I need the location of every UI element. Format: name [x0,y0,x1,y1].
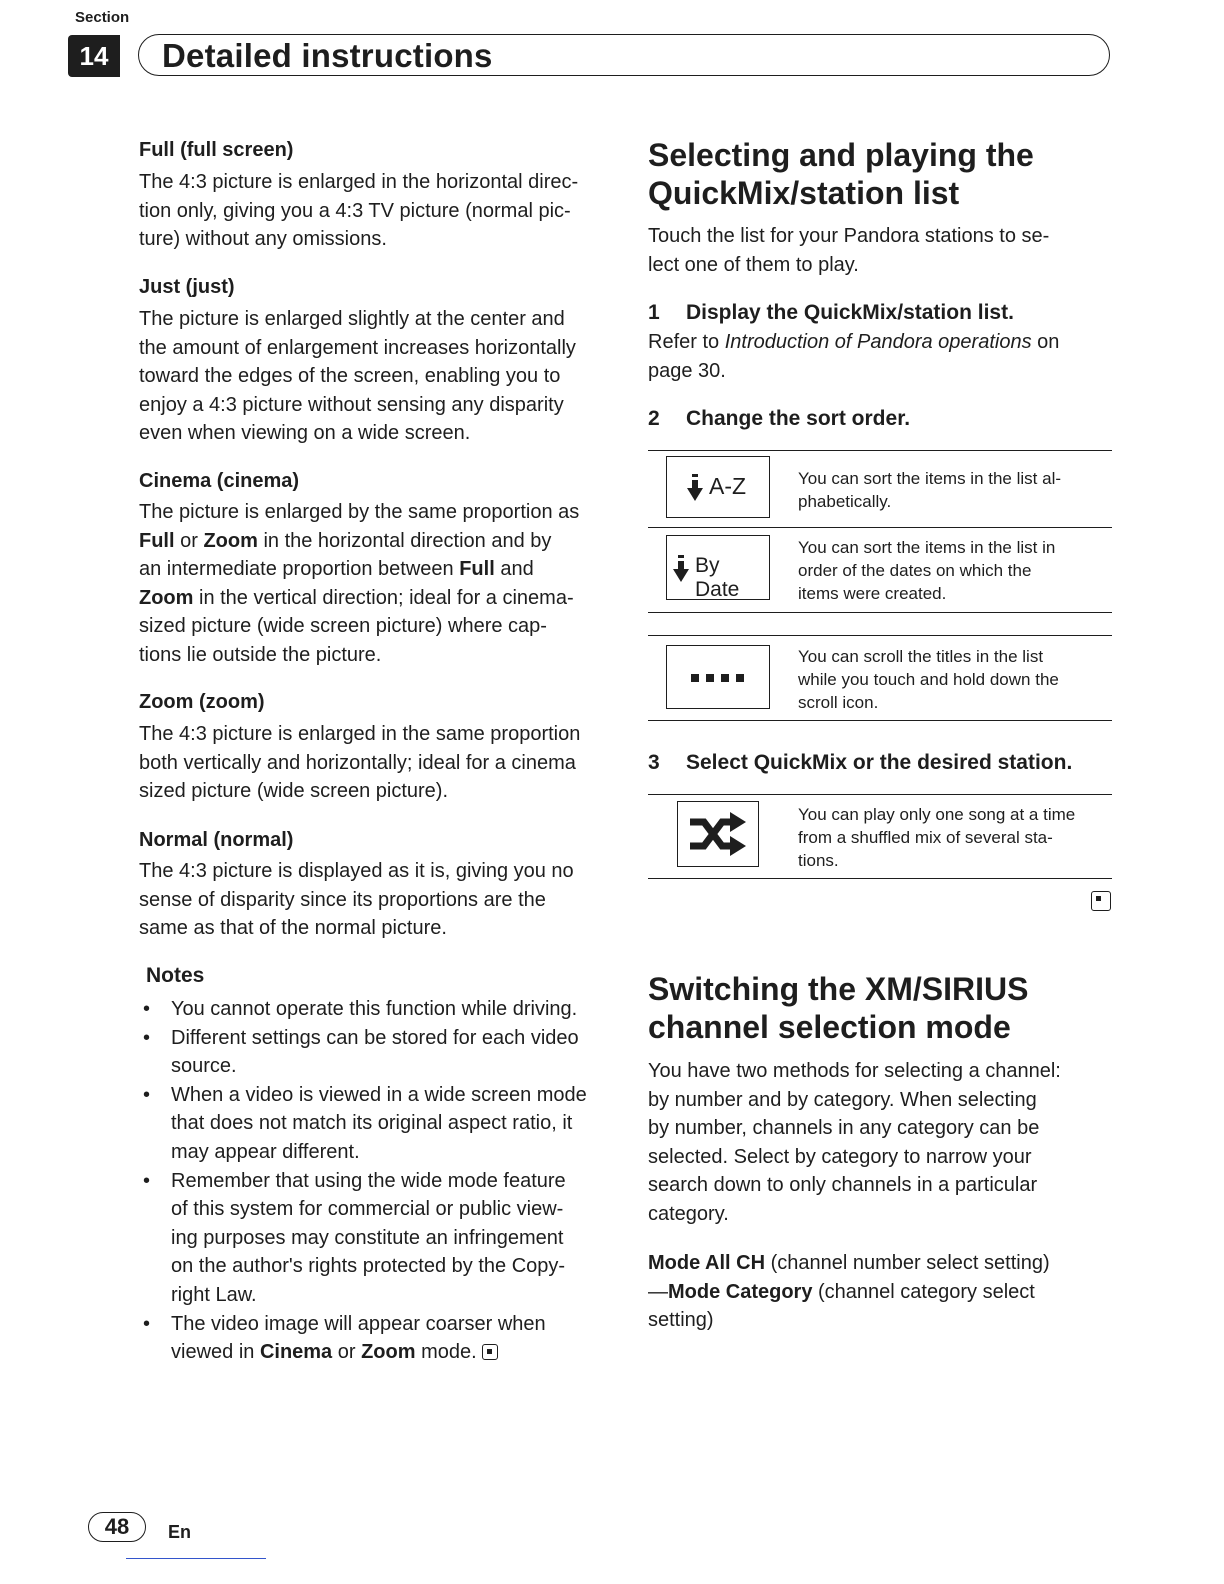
sort-bydate-label: By Date [695,554,740,601]
xm-title: Switching the XM/SIRIUS channel selection mode [648,971,1029,1045]
table-rule [648,720,1112,721]
notes-item: • Different settings can be stored for each video source. [139,1024,614,1081]
normal-body: The 4:3 picture is displayed as it is, giving you no sense of disparity since its proportions are the same as that of the normal picture. [139,860,574,940]
just-body: The picture is enlarged slightly at the center and the amount of enlargement increases horizontally toward the edges of the screen, enabling you to enjoy a 4:3 picture without sensing any disparity even when viewing on a wide screen. [139,308,576,445]
notes-heading: Notes [146,964,205,987]
xm-body: You have two methods for selecting a channel: by number and by category. When selecting by number, channels in any category can be selected. Select by category to narrow your search down to only channels in a particular category. [648,1060,1061,1225]
page-number: 48 [88,1512,146,1542]
cinema-heading: Cinema (cinema) [139,470,300,492]
step-1-body: Refer to Introduction of Pandora operations on page 30. [648,331,1060,382]
normal-heading: Normal (normal) [139,829,294,851]
scroll-button-image [666,645,770,709]
sort-az-button-image [666,456,770,518]
step-2: 2 Change the sort order. [648,407,911,430]
table-rule [648,450,1112,451]
scroll-dots-icon [691,673,747,683]
sort-az-label: A-Z [709,473,747,499]
just-heading: Just (just) [139,276,235,298]
table-rule [648,878,1112,879]
table-rule [648,612,1112,613]
full-heading: Full (full screen) [139,139,294,161]
quickmix-intro: Touch the list for your Pandora stations to se- lect one of them to play. [648,225,1050,276]
shuffle-description: You can play only one song at a time from a shuffled mix of several sta- tions. [798,805,1076,870]
scroll-description: You can scroll the titles in the list while you touch and hold down the scroll icon. [798,647,1059,712]
page-language: En [168,1522,192,1542]
step-1: 1 Display the QuickMix/station list. [648,301,1014,324]
shuffle-icon [688,812,748,856]
sort-bydate-description: You can sort the items in the list in order of the dates on which the items were created. [798,538,1056,603]
cinema-body: The picture is enlarged by the same proportion as Full or Zoom in the horizontal direction and by an intermediate proportion between Full and Zoom in the vertical direction; ideal for a cinema- sized picture (wide screen picture) where cap- tions lie outside the picture. [139,501,580,666]
sort-down-arrow-icon [673,554,689,584]
notes-list [139,995,614,1367]
zoom-body: The 4:3 picture is enlarged in the same proportion both vertically and horizontally; ideal for a cinema sized picture (wide screen picture). [139,723,581,803]
end-mark-icon [482,1344,498,1360]
full-body: The 4:3 picture is enlarged in the horizontal direc- tion only, giving you a 4:3 TV picture (normal pic- ture) without any omissions. [139,171,579,251]
xm-modes: Mode All CH (channel number select setting) —Mode Category (channel category select setting) [648,1252,1050,1332]
sort-down-arrow-icon [687,473,703,503]
notes-item: • Remember that using the wide mode feature of this system for commercial or public view- ing purposes may constitute an infringement on the author's rights protected by the Copy- right Law. [139,1167,614,1310]
table-rule [648,635,1112,636]
quickmix-title: Selecting and playing the QuickMix/station list [648,137,1034,211]
notes-item: • The video image will appear coarser when viewed in Cinema or Zoom mode. [139,1310,614,1367]
table-rule [648,794,1112,795]
section-number-badge: 14 [68,35,120,77]
end-mark-icon [1091,891,1111,911]
table-rule [648,527,1112,528]
sort-bydate-button-image [666,535,770,600]
notes-item: • You cannot operate this function while driving. [139,995,614,1024]
notes-item: • When a video is viewed in a wide screen mode that does not match its original aspect ratio, it may appear different. [139,1081,614,1167]
shuffle-button-image [677,801,759,867]
step-3: 3 Select QuickMix or the desired station. [648,751,1073,774]
section-label: Section [75,9,130,26]
page-title: Detailed instructions [162,37,493,74]
zoom-heading: Zoom (zoom) [139,691,265,713]
footer-rule [126,1558,266,1559]
sort-az-description: You can sort the items in the list al- phabetically. [798,469,1062,511]
